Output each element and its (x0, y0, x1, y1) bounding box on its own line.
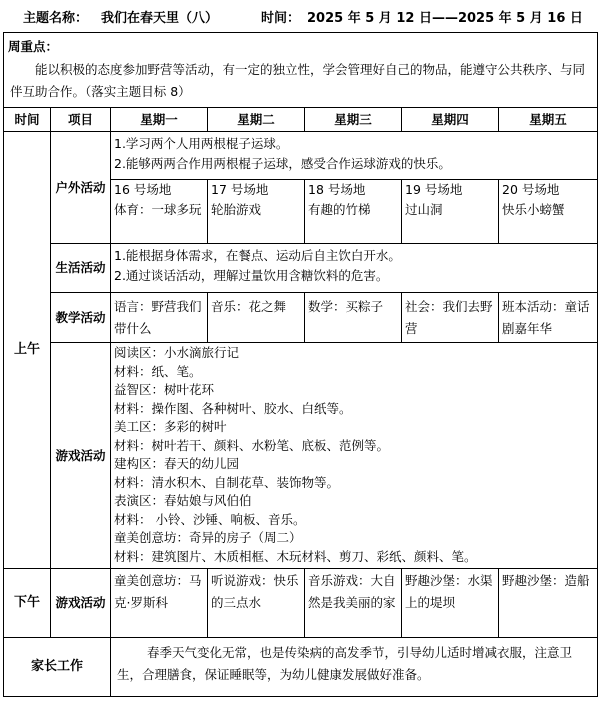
games-line: 材料：操作图、各种树叶、胶水、白纸等。 (114, 400, 352, 416)
afternoon-fri: 野趣沙堡：造船 (499, 569, 598, 638)
afternoon-mon: 童美创意坊：马克·罗斯科 (111, 569, 208, 638)
teaching-wed: 数学：买粽子 (305, 293, 402, 343)
teaching-label: 教学活动 (51, 293, 111, 343)
column-header-row (4, 108, 598, 132)
plan-header (0, 0, 600, 32)
games-line: 童美创意坊：奇异的房子（周二） (114, 530, 302, 545)
weekly-focus (4, 33, 598, 108)
games-label: 游戏活动 (51, 343, 111, 569)
games-line: 建构区：春天的幼儿园 (114, 456, 240, 471)
col-header-tue: 星期二 (208, 108, 305, 132)
theme-label: 主题名称： (23, 11, 89, 26)
games-content (111, 343, 598, 569)
games-line: 材料：建筑图片、木质相框、木玩材料、剪刀、彩纸、颜料、笔。 (114, 548, 477, 564)
theme-name: 我们在春天里（八） (101, 11, 219, 26)
teaching-thu: 社会：我们去野营 (402, 293, 499, 343)
parent-work-text: 春季天气变化无常，也是传染病的高发季节，引导幼儿适时增减衣服，注意卫生，合理膳食，保证睡眠等，为幼儿健康发展做好准备。 (111, 638, 598, 697)
time-label: 时间： (261, 11, 301, 26)
col-header-wed: 星期三 (305, 108, 402, 132)
afternoon-row (4, 569, 598, 638)
life-line-2: 2.通过谈话活动，理解过量饮用含糖饮料的危害。 (114, 268, 389, 283)
games-row (4, 343, 598, 569)
games-line: 表演区：春姑娘与风伯伯 (114, 493, 252, 508)
games-line: 材料：树叶若干、颜料、水粉笔、底板、范例等。 (114, 437, 390, 453)
afternoon-games-label: 游戏活动 (51, 569, 111, 638)
col-header-fri: 星期五 (499, 108, 598, 132)
life-line-1: 1.能根据身体需求，在餐点、运动后自主饮白开水。 (114, 248, 401, 263)
afternoon-wed: 音乐游戏：大自然是我美丽的家 (305, 569, 402, 638)
afternoon-label: 下午 (4, 569, 51, 638)
life-label: 生活活动 (51, 244, 111, 293)
col-header-item: 项目 (51, 108, 111, 132)
outdoor-goal-2: 2.能够两两合作用两根棍子运球，感受合作运球游戏的快乐。 (114, 156, 451, 171)
col-header-mon: 星期一 (111, 108, 208, 132)
parent-work-label: 家长工作 (4, 638, 111, 697)
focus-title: 周重点： (8, 39, 59, 54)
life-row (4, 244, 598, 293)
games-line: 材料： 小铃、沙锤、响板、音乐。 (114, 511, 306, 527)
teaching-tue: 音乐：花之舞 (208, 293, 305, 343)
col-header-time: 时间 (4, 108, 51, 132)
outdoor-goals (111, 132, 598, 180)
col-header-thu: 星期四 (402, 108, 499, 132)
outdoor-goal-1: 1.学习两个人用两根棍子运球。 (114, 136, 289, 151)
games-line: 美工区：多彩的树叶 (114, 419, 227, 434)
outdoor-tue: 17 号场地 轮胎游戏 (208, 180, 305, 244)
parent-work-row (4, 638, 598, 697)
games-line: 材料：纸、笔。 (114, 363, 202, 379)
teaching-row (4, 293, 598, 343)
weekly-plan-table (3, 32, 598, 697)
games-line: 阅读区：小水滴旅行记 (114, 345, 240, 360)
time-range: 2025 年 5 月 12 日——2025 年 5 月 16 日 (307, 11, 583, 26)
games-line: 益智区：树叶花环 (114, 382, 215, 397)
afternoon-thu: 野趣沙堡：水渠上的堤坝 (402, 569, 499, 638)
outdoor-thu: 19 号场地 过山洞 (402, 180, 499, 244)
outdoor-wed: 18 号场地 有趣的竹梯 (305, 180, 402, 244)
outdoor-label: 户外活动 (51, 132, 111, 244)
morning-label: 上午 (4, 132, 51, 569)
outdoor-goals-row (4, 132, 598, 180)
teaching-mon: 语言：野营我们带什么 (111, 293, 208, 343)
afternoon-tue: 听说游戏：快乐的三点水 (208, 569, 305, 638)
outdoor-mon: 16 号场地 体育：一球多玩 (111, 180, 208, 244)
outdoor-fri: 20 号场地 快乐小螃蟹 (499, 180, 598, 244)
focus-text: 能以积极的态度参加野营等活动，有一定的独立性，学会管理好自己的物品，能遵守公共秩序、与同伴互助合作。（落实主题目标 8） (10, 62, 586, 99)
games-line: 材料：清水积木、自制花草、装饰物等。 (114, 474, 340, 490)
teaching-fri: 班本活动：童话剧嘉年华 (499, 293, 598, 343)
life-content (111, 244, 598, 293)
weekly-focus-row (4, 33, 598, 108)
